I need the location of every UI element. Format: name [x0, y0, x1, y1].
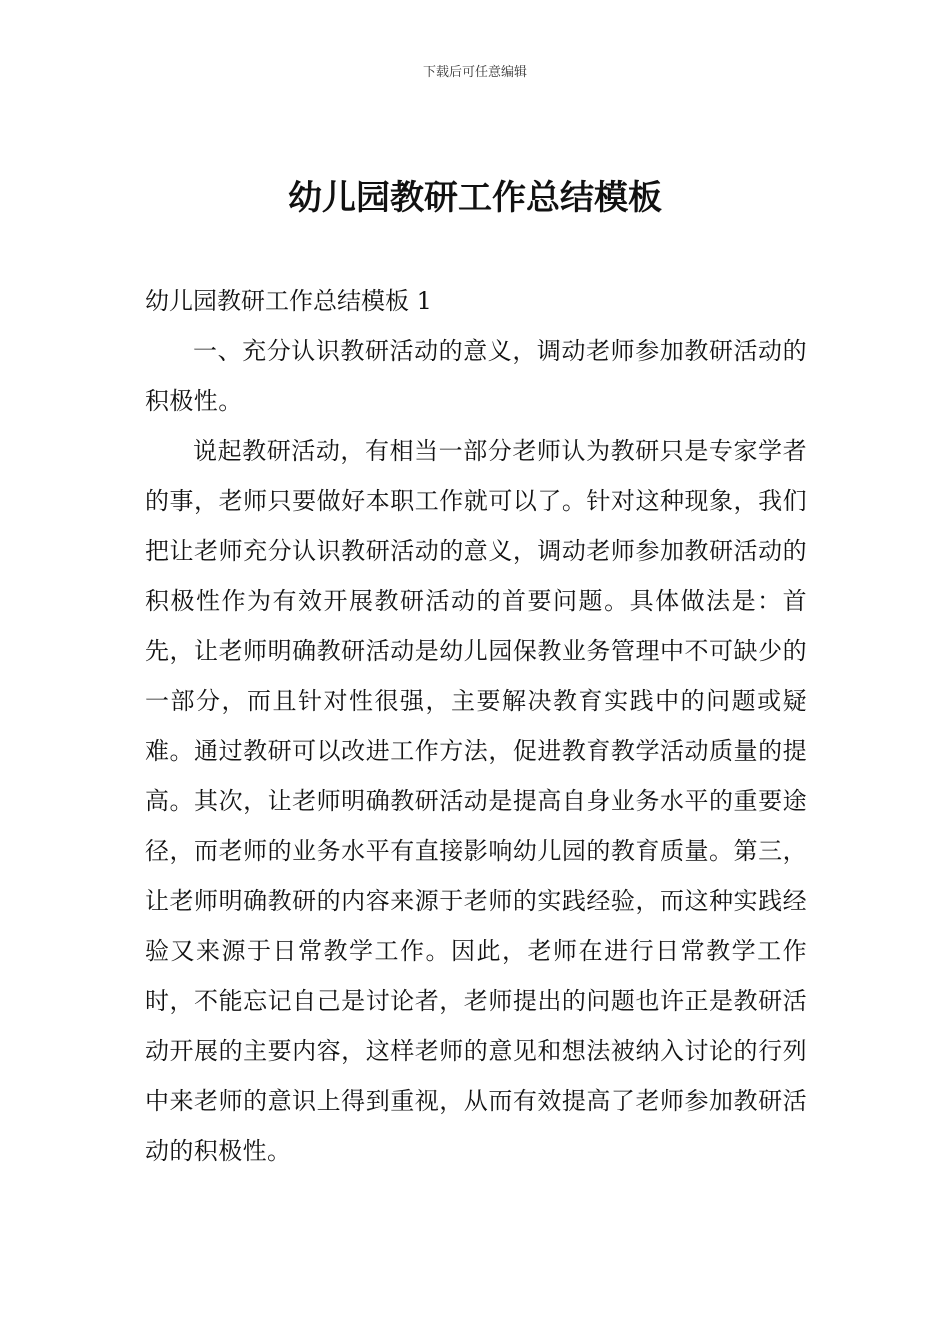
- paragraph-1: 一、充分认识教研活动的意义，调动老师参加教研活动的积极性。: [145, 337, 807, 415]
- paragraph-2: 说起教研活动，有相当一部分老师认为教研只是专家学者的事，老师只要做好本职工作就可以了。针对这种现象，我们把让老师充分认识教研活动的意义，调动老师参加教研活动的积极性作为有效开展教研活动的首要问题。具体做法是：首先，让老师明确教研活动是幼儿园保教业务管理中不可缺少的一部分，而且针对性很强，主要解决教育实践中的问题或疑难。通过教研可以改进工作方法，促进教育教学活动质量的提高。其次，让老师明确教研活动是提高自身业务水平的重要途径，而老师的业务水平有直接影响幼儿园的教育质量。第三，让老师明确教研的内容来源于老师的实践经验，而这种实践经验又来源于日常教学工作。因此，老师在进行日常教学工作时，不能忘记自己是讨论者，老师提出的问题也许正是教研活动开展的主要内容，这样老师的意见和想法被纳入讨论的行列中来老师的意识上得到重视，从而有效提高了老师参加教研活动的积极性。: [145, 437, 807, 1165]
- document-title: 幼儿园教研工作总结模板: [288, 178, 662, 218]
- page-header-note: 下载后可任意编辑: [422, 65, 527, 80]
- section-heading: 幼儿园教研工作总结模板 1: [145, 287, 432, 315]
- document-body: [145, 276, 807, 1176]
